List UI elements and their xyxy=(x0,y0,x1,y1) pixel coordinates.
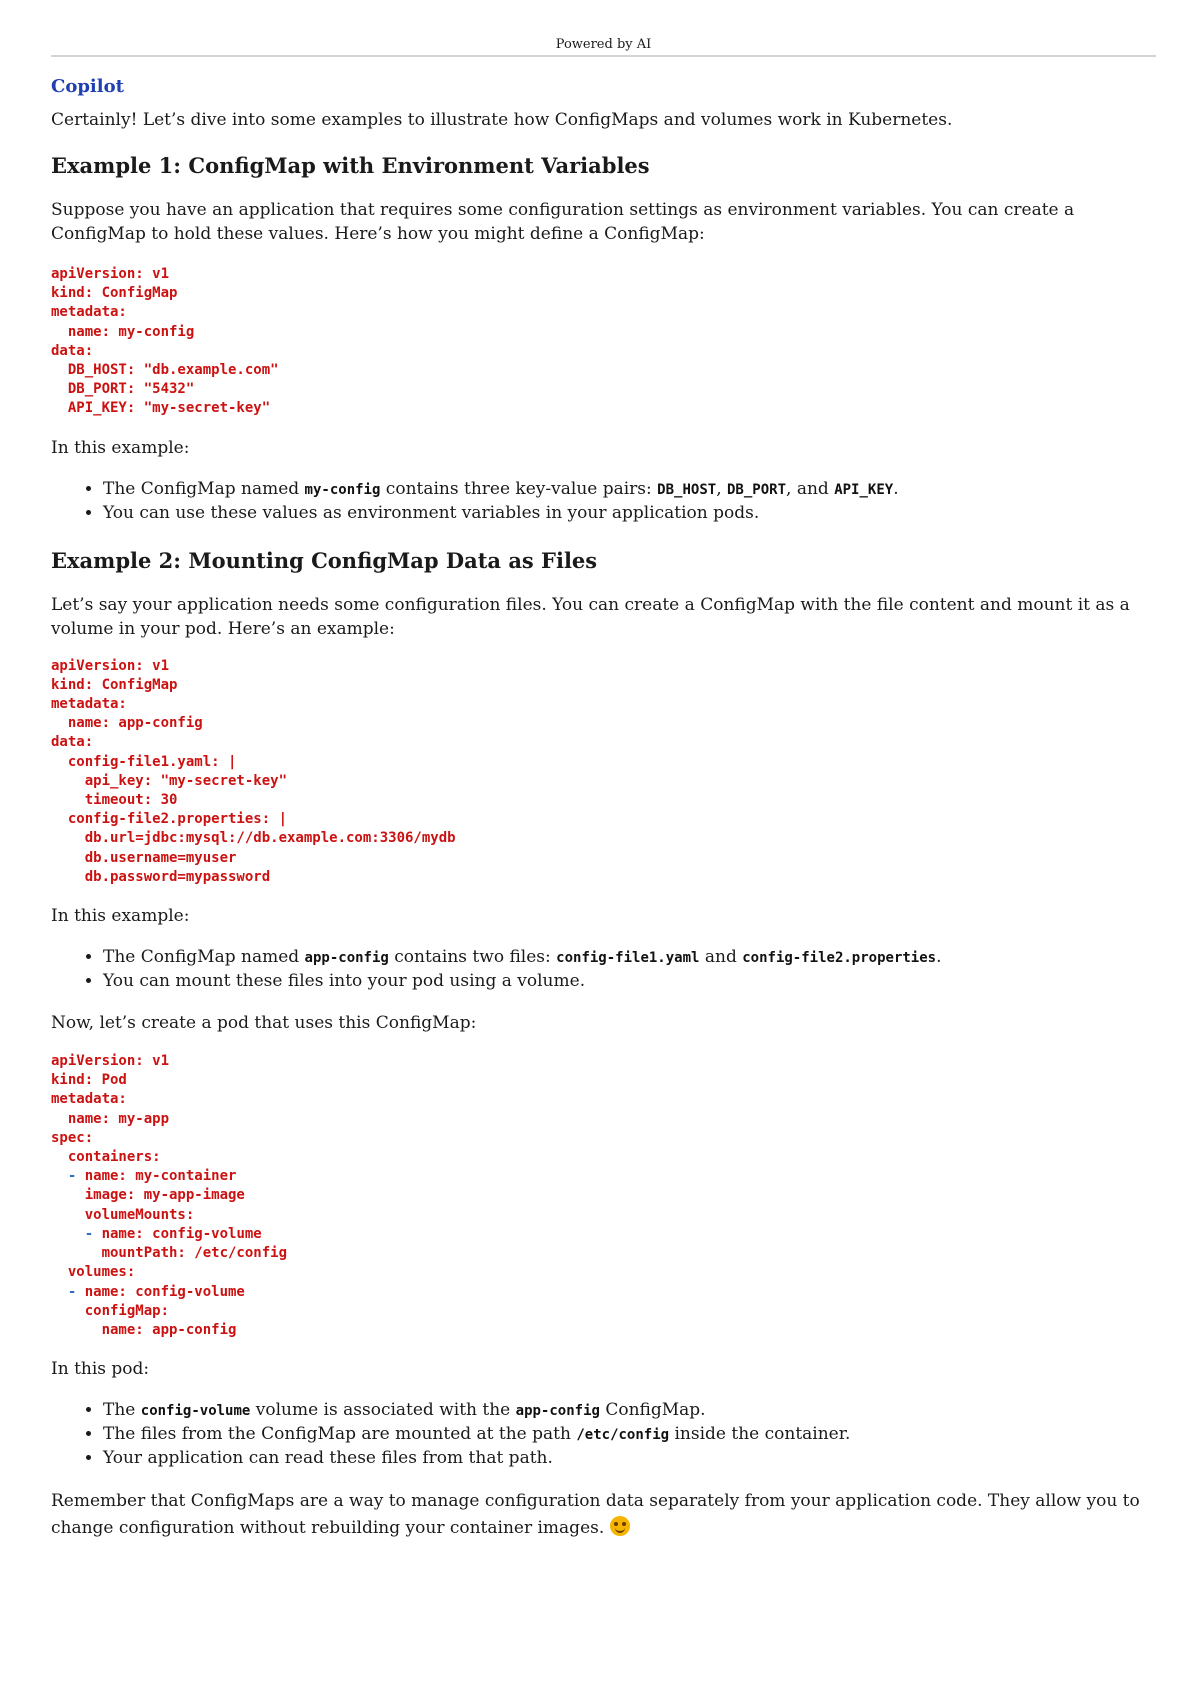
example1-heading: Example 1: ConfigMap with Environment Variables xyxy=(51,153,650,178)
example2-lead: In this example: xyxy=(51,906,190,927)
pod-lead: Now, let’s create a pod that uses this ConfigMap: xyxy=(51,1013,477,1034)
code-line: config-file1.yaml: | xyxy=(51,753,237,770)
code-line: kind: ConfigMap xyxy=(51,676,178,693)
code-line: data: xyxy=(51,342,94,359)
code-line: name: config-volume xyxy=(84,1283,245,1300)
code-line: API_KEY: "my-secret-key" xyxy=(51,400,271,417)
code-line: volumes: xyxy=(51,1264,136,1281)
code-line: configMap: xyxy=(51,1302,170,1319)
code-line: api_key: "my-secret-key" xyxy=(51,772,288,789)
code-line: kind: Pod xyxy=(51,1072,127,1089)
pod-code-block xyxy=(51,1052,1156,1340)
list-item: • The files from the ConfigMap are mounted at the path /etc/config inside the container. xyxy=(103,1423,1156,1447)
code-line: containers: xyxy=(51,1149,161,1166)
code-line: timeout: 30 xyxy=(51,792,178,809)
code-line: apiVersion: v1 xyxy=(51,657,170,674)
document-page xyxy=(51,0,1156,1542)
code-line: DB_PORT: "5432" xyxy=(51,381,195,398)
example1-list xyxy=(51,478,1156,525)
header-divider xyxy=(51,55,1156,57)
code-line: spec: xyxy=(51,1129,94,1146)
code-line: DB_HOST: "db.example.com" xyxy=(51,362,279,379)
code-line: mountPath: /etc/config xyxy=(51,1245,288,1262)
pod-intro: In this pod: xyxy=(51,1359,150,1380)
code-line: metadata: xyxy=(51,696,127,713)
list-item: • You can mount these files into your pod using a volume. xyxy=(103,970,1156,993)
code-line: config-file2.properties: | xyxy=(51,811,288,828)
code-line: kind: ConfigMap xyxy=(51,285,178,302)
code-line: name: app-config xyxy=(51,1321,237,1338)
speaker-label: Copilot xyxy=(51,76,124,97)
example2-list xyxy=(51,946,1156,993)
list-item: • The config-volume volume is associated with the app-config ConfigMap. xyxy=(103,1399,1156,1423)
list-item: • You can use these values as environment variables in your application pods. xyxy=(103,502,1156,525)
page-header: Powered by AI xyxy=(555,37,652,52)
code-line: db.username=myuser xyxy=(51,849,237,866)
code-line: name: my-app xyxy=(51,1110,170,1127)
code-line: db.password=mypassword xyxy=(51,868,271,885)
code-line: apiVersion: v1 xyxy=(51,1053,170,1070)
yaml-dash: - xyxy=(51,1225,102,1242)
closing-paragraph: Remember that ConfigMaps are a way to manage configuration data separately from your application code. They allow you to change configuration without rebuilding your container images. xyxy=(51,1491,1140,1539)
list-item: • Your application can read these files from that path. xyxy=(103,1447,1156,1470)
code-line: db.url=jdbc:mysql://db.example.com:3306/mydb xyxy=(51,830,456,847)
list-item: • The ConfigMap named app-config contains two files: config-file1.yaml and config-file2.properties. xyxy=(103,946,1156,970)
example2-code-block xyxy=(51,657,1156,887)
code-line: name: my-config xyxy=(51,323,195,340)
code-line: data: xyxy=(51,734,94,751)
code-line: name: my-container xyxy=(84,1168,237,1185)
code-line: name: app-config xyxy=(51,715,203,732)
pod-list xyxy=(51,1399,1156,1470)
yaml-dash: - xyxy=(51,1168,85,1185)
intro-paragraph: Certainly! Let’s dive into some examples to illustrate how ConfigMaps and volumes work in Kubernetes. xyxy=(51,110,953,130)
code-line: name: config-volume xyxy=(101,1225,262,1242)
code-line: image: my-app-image xyxy=(51,1187,245,1204)
list-item: • The ConfigMap named my-config contains three key-value pairs: DB_HOST, DB_PORT, and API_KEY. xyxy=(103,478,1156,502)
example1-lead: In this example: xyxy=(51,437,190,458)
example2-paragraph: Let’s say your application needs some configuration files. You can create a ConfigMap with the file content and mount it as a volume in your pod. Here’s an example: xyxy=(51,594,1130,639)
example1-code-block xyxy=(51,265,1156,419)
code-line: apiVersion: v1 xyxy=(51,266,170,282)
code-line: metadata: xyxy=(51,304,127,321)
example1-paragraph: Suppose you have an application that requires some configuration settings as environment variables. You can create a ConfigMap to hold these values. Here’s how you might define a ConfigMap: xyxy=(51,200,1075,244)
code-line: metadata: xyxy=(51,1091,127,1108)
example2-heading: Example 2: Mounting ConfigMap Data as Files xyxy=(51,547,598,573)
code-line: volumeMounts: xyxy=(51,1206,195,1223)
smiling-face-icon xyxy=(610,1516,630,1536)
yaml-dash: - xyxy=(51,1283,85,1300)
